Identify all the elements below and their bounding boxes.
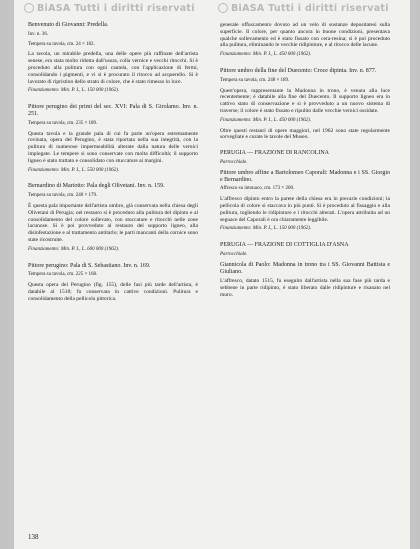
paragraph: Finanziamento: Min. P. I., L. 150 000 (1962). — [28, 88, 120, 94]
biasa-logo-icon — [24, 3, 34, 13]
entry-title: Benvenuto di Giovanni: Predella. — [28, 22, 109, 28]
right-text-column — [220, 22, 390, 302]
paragraph: Finanziamento: Min. P. I., L. 150 000 (1962). — [220, 226, 312, 232]
entry-title: Giannicola di Paolo: Madonna in trono tra i SS. Giovanni Battista e Giuliano. — [220, 261, 390, 275]
paragraph: L'affresco, datato 1515, fu eseguito dall'artista nella sua fase più tarda e sebbene in parte ridipinto, è stato liberato dalle ridipinture e risanato nel muro. — [220, 278, 390, 298]
entry-title: Pittore perugino: Pala di S. Sebastiano. Inv. n. 169. — [28, 262, 151, 269]
biasa-logo-icon — [218, 3, 228, 13]
paragraph: Finanziamento: Min. P. I., L. 550 000 (1962). — [28, 167, 120, 173]
paragraph: generale offuscamento dovuto ad un velo di sostanze depositatesi sulla superficie. Il colore, per quanto ancora in buone condizioni, presentava qualche sollevamento ed è stato fissato con cera-resina; si è poi proceduto alla pulitura, eliminando le vecchie ridipinture, e al ritocco delle lacune. — [220, 22, 390, 49]
paragraph: Parrocchiale. — [220, 159, 248, 165]
paragraph: Finanziamento: Min. P. I., L. 450 000 (1962). — [220, 117, 312, 123]
left-text-column — [28, 22, 198, 306]
paragraph: Finanziamento: Min. P. I., L. 450 000 (1962). — [220, 52, 312, 58]
document-page — [14, 0, 410, 549]
paragraph: Tempera su tavola, cm. 240 × 179. — [28, 193, 98, 199]
paragraph: Tempera su tavola, cm. 24 × 182. — [28, 41, 95, 47]
page-number: 138 — [28, 533, 39, 541]
entry-title: Bernardino di Mariotto: Pala degli Olivetani. Inv. n. 159. — [28, 183, 165, 190]
watermark-right: BiASA Tutti i diritti riservati — [218, 3, 389, 14]
entry-title: Pittore umbro affine a Bartolomeo Caporali: Madonna e i SS. Giorgio e Bernardino. — [220, 169, 390, 183]
paragraph: Tempera su tavola, cm. 225 × 168. — [28, 272, 98, 278]
paragraph: Tempera su tavola, cm. 235 × 189. — [28, 120, 98, 126]
watermark-left: BiASA Tutti i diritti riservati — [24, 3, 195, 14]
paragraph: La tavola, un mirabile predella, una delle opere più raffinate dell'artista senese, era stata molto ridotta dall'usura, colla vernice e vecchi ritocchi. Si è proceduto alla pulitura con ogni cautela, con l'applicazione di fermi, consolidando i pigmenti, e vi si è procurato il ritocco ad acquerello. Si è lavorato di ripristino dello strato di colore, che è stato rimesso in luce. — [28, 51, 198, 85]
paragraph: Affresco su intonaco, cm. 173 × 200. — [220, 186, 295, 192]
paragraph: Oltre questi restauri di opere maggiori, nel 1962 sono state regolarmente sorvegliate e curate le tavole del Museo. — [220, 127, 390, 141]
paragraph: Quest'opera, rappresentante la Madonna in trono, è venuta alla luce recentemente; è databile alla fine del Duecento. Il supporto ligneo era in cattivo stato di conservazione e si è provveduto a un nuovo sistema di traverse; il colore è stato fissato e ripulito dalle vecchie vernici ossidate. — [220, 87, 390, 114]
entry-title: PERUGIA — FRAZIONE DI RANCOLINA — [220, 150, 329, 157]
paragraph: Finanziamento: Min. P. I., L. 600 000 (1962). — [28, 246, 120, 252]
paragraph: Parrocchiale. — [220, 251, 248, 257]
paragraph: Questa opera del Perugino (fig. 155), delle fasi più tarde dell'artista, è databile al 1518; fu conservata in cattive condizioni. Pulitura e consolidamento della pellicola pittorica. — [28, 282, 198, 302]
paragraph: Inv. n. 36. — [28, 31, 49, 37]
paragraph: È questa pala importante dell'artista umbro, già conservata nella chiesa degli Olivetani di Perugia; nel restauro si è proceduto alla pulitura del dipinto e al consolidamento del colore sollevato, con stuccature e ritocchi nelle zone lacunose. Si è poi provveduto al restauro del supporto ligneo, alla disinfestazione e al trattamento antitarlo; le parti mancanti della cornice sono state ricostruite. — [28, 202, 198, 243]
entry-title: Pittore perugino dei primi del sec. XVI: Pala di S. Girolamo. Inv. n. 251. — [28, 104, 198, 117]
paragraph: Tempera su tavola, cm. 248 × 189. — [220, 77, 290, 83]
paragraph: Questa tavola e la grande pala di cui fa parte un'opera estremamente rovinata, opera del Perugino, è stata riportata nella sua integrità, con la pulitura di numerose impermeabilità alterate dalla natura delle vernici impiegate. Le tempere si sono conservate con molta difficoltà; il supporto ligneo è stato trattato e consolidato con stuccature ai margini. — [28, 130, 198, 164]
entry-title: PERUGIA — FRAZIONE DI COTTIGLIA D'ASNA — [220, 242, 349, 249]
entry-title: Pittore umbro della fine del Duecento: Croce dipinta. Inv. n. 877. — [220, 67, 377, 74]
paragraph: L'affresco dipinto entro la parete della chiesa era in precarie condizioni; la pellicola di colore si staccava in più punti. Si è proceduto al fissaggio e alla pulitura, togliendo le ridipinture e i ritocchi alterati. L'opera attribuita ad un seguace del Caporali è ora chiaramente leggibile. — [220, 196, 390, 223]
